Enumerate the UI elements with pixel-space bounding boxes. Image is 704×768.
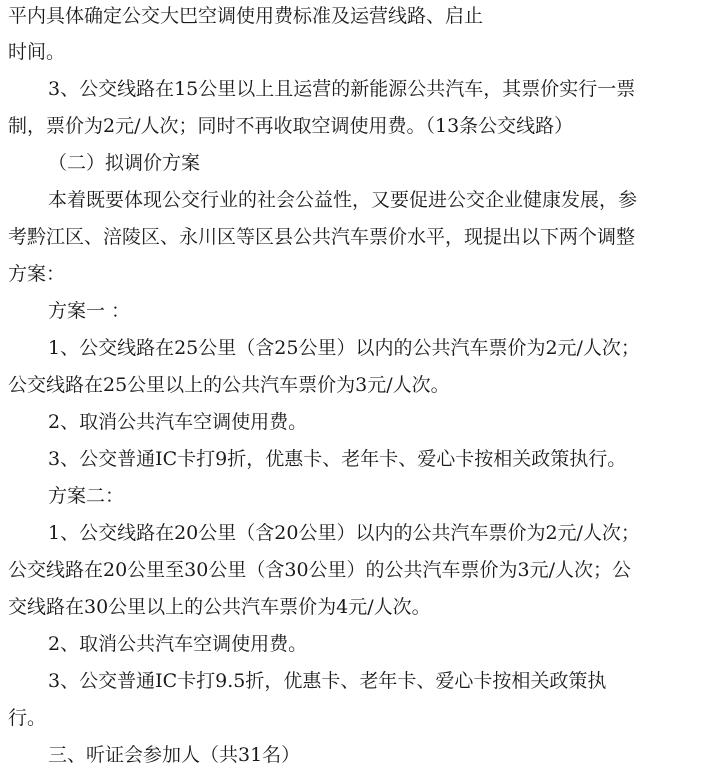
text-line: 1、公交线路在25公里（含25公里）以内的公共汽车票价为2元/人次； — [48, 337, 640, 359]
section-heading: 三、听证会参加人（共31名） — [48, 744, 301, 766]
text-line: 2、取消公共汽车空调使用费。 — [48, 633, 308, 655]
text-line: 交线路在30公里以上的公共汽车票价为4元/人次。 — [8, 596, 431, 618]
text-line: 3、公交普通IC卡打9.5折，优惠卡、老年卡、爱心卡按相关政策执 — [48, 670, 607, 692]
text-line: 方案： — [8, 263, 66, 285]
text-line: 3、公交普通IC卡打9折，优惠卡、老年卡、爱心卡按相关政策执行。 — [48, 448, 627, 470]
section-heading: （二）拟调价方案 — [48, 152, 201, 174]
text-line: 公交线路在25公里以上的公共汽车票价为3元/人次。 — [8, 374, 450, 396]
text-line: 本着既要体现公交行业的社会公益性，又要促进公交企业健康发展，参 — [48, 189, 638, 211]
plan-heading: 方案一 ： — [48, 300, 131, 322]
text-line: 行。 — [8, 707, 47, 729]
text-line: 时间。 — [8, 41, 66, 63]
plan-heading: 方案二： — [48, 485, 125, 507]
text-line: 制，票价为2元/人次；同时不再收取空调使用费。（13条公交线路） — [8, 115, 574, 137]
text-line: 1、公交线路在20公里（含20公里）以内的公共汽车票价为2元/人次； — [48, 522, 640, 544]
text-line: 考黔江区、涪陵区、永川区等区县公共汽车票价水平，现提出以下两个调整 — [8, 226, 636, 248]
text-line: 平内具体确定公交大巴空调使用费标准及运营线路、启止 — [8, 5, 484, 27]
text-line: 3、公交线路在15公里以上且运营的新能源公共汽车，其票价实行一票 — [48, 78, 636, 100]
text-line: 公交线路在20公里至30公里（含30公里）的公共汽车票价为3元/人次；公 — [8, 559, 632, 581]
text-line: 2、取消公共汽车空调使用费。 — [48, 411, 308, 433]
